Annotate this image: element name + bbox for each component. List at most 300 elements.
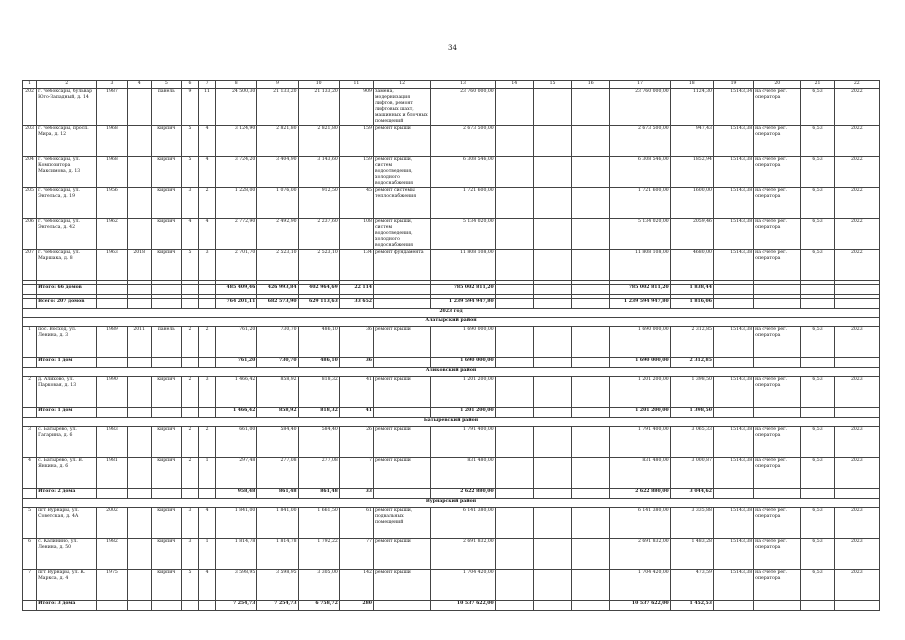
residential-area-cell: 818,32: [298, 407, 339, 417]
address-cell: г. Чебоксары, ул. Маршака, д. 8: [37, 249, 97, 280]
fund-method-cell: [754, 284, 801, 294]
wall-material-cell: кирпич: [151, 125, 181, 156]
entrances-cell: 4: [199, 125, 216, 156]
work-type-cell: ремонт фундамента: [373, 249, 430, 280]
work-type-cell: ремонт системы теплоснабжения: [373, 187, 430, 218]
fund-method-cell: на счете рег. оператора: [754, 507, 801, 538]
wall-material-cell: кирпич: [151, 187, 181, 218]
floors-cell: 2: [181, 457, 198, 488]
floors-cell: 3: [181, 187, 198, 218]
total-cost-cell: 5 134 020,00: [431, 218, 495, 249]
limit-cost-per-sqm-cell: 15143,38: [713, 507, 753, 538]
completion-year-cell: 2023: [834, 457, 879, 488]
row-number-cell: 6: [23, 538, 37, 569]
contribution-rate-cell: [801, 600, 834, 610]
column-number: 22: [834, 81, 879, 89]
year-built-cell: 1956: [97, 187, 127, 218]
work-type-cell: [373, 284, 430, 294]
year-built-cell: 1990: [97, 376, 127, 407]
column-number: 8: [216, 81, 257, 89]
fund-regional-cell: [533, 125, 571, 156]
limit-cost-per-sqm-cell: [713, 600, 753, 610]
residential-area-cell: 629 113,63: [298, 298, 339, 308]
cost-per-sqm-cell: 3 335,88: [670, 507, 713, 538]
premises-area-cell: 7 254,73: [257, 600, 298, 610]
wall-material-cell: [151, 600, 181, 610]
total-cost-cell: 1 239 594 947,80: [431, 298, 495, 308]
year-reconstruction-cell: [127, 187, 151, 218]
total-area-cell: 761,20: [216, 326, 257, 357]
column-number: 9: [257, 81, 298, 89]
total-area-cell: 3 598,95: [216, 569, 257, 600]
total-cost-cell: 831 480,00: [431, 457, 495, 488]
floors-cell: 5: [181, 125, 198, 156]
fund-local-cell: [572, 600, 610, 610]
floors-cell: 5: [181, 156, 198, 187]
year-reconstruction-cell: [127, 156, 151, 187]
year-built-cell: [97, 284, 127, 294]
work-type-cell: ремонт крыши: [373, 569, 430, 600]
fund-federal-cell: [495, 426, 533, 457]
row-number-cell: 4: [23, 457, 37, 488]
address-cell: Итого: 2 дома: [37, 488, 97, 498]
column-number: 14: [495, 81, 533, 89]
fund-owners-cell: 11 808 108,00: [610, 249, 670, 280]
fund-local-cell: [572, 89, 610, 126]
residential-area-cell: 277,08: [298, 457, 339, 488]
cost-per-sqm-cell: 3 044,62: [670, 488, 713, 498]
year-built-cell: 1968: [97, 125, 127, 156]
table-row: [23, 218, 880, 249]
contribution-rate-cell: 6,53: [801, 507, 834, 538]
premises-area-cell: 277,08: [257, 457, 298, 488]
address-cell: Итого: 1 дом: [37, 407, 97, 417]
total-area-cell: 764 201,11: [216, 298, 257, 308]
fund-regional-cell: [533, 284, 571, 294]
limit-cost-per-sqm-cell: [713, 357, 753, 367]
row-number-cell: [23, 357, 37, 367]
fund-federal-cell: [495, 600, 533, 610]
address-cell: г. Чебоксары, ул. Энгельса, д. 42: [37, 218, 97, 249]
contribution-rate-cell: 6,53: [801, 218, 834, 249]
table-row: [23, 426, 880, 457]
total-cost-cell: 6 141 380,00: [431, 507, 495, 538]
address-cell: Итого: 3 дома: [37, 600, 97, 610]
entrances-cell: 1: [199, 538, 216, 569]
fund-method-cell: на счете рег. оператора: [754, 187, 801, 218]
total-area-cell: 661,00: [216, 426, 257, 457]
fund-method-cell: на счете рег. оператора: [754, 569, 801, 600]
address-cell: Итого: 1 дом: [37, 357, 97, 367]
fund-regional-cell: [533, 187, 571, 218]
fund-regional-cell: [533, 426, 571, 457]
entrances-cell: 4: [199, 507, 216, 538]
fund-owners-cell: 2 622 880,00: [610, 488, 670, 498]
residents-cell: 108: [339, 218, 373, 249]
address-cell: Итого: 66 домов: [37, 284, 97, 294]
fund-federal-cell: [495, 298, 533, 308]
cost-per-sqm-cell: 947,43: [670, 125, 713, 156]
entrances-cell: [199, 488, 216, 498]
fund-regional-cell: [533, 569, 571, 600]
column-number: 12: [373, 81, 430, 89]
total-area-cell: 1 841,00: [216, 507, 257, 538]
wall-material-cell: кирпич: [151, 156, 181, 187]
fund-local-cell: [572, 156, 610, 187]
total-cost-cell: 2 622 880,00: [431, 488, 495, 498]
contribution-rate-cell: 6,53: [801, 249, 834, 280]
cost-per-sqm-cell: 2059,46: [670, 218, 713, 249]
address-cell: Всего: 207 домов: [37, 298, 97, 308]
work-type-cell: [373, 600, 430, 610]
limit-cost-per-sqm-cell: 15143,38: [713, 326, 753, 357]
section-heading: 2023 год: [23, 308, 880, 317]
fund-federal-cell: [495, 284, 533, 294]
fund-federal-cell: [495, 125, 533, 156]
column-number: 15: [533, 81, 571, 89]
total-cost-cell: 2 691 832,00: [431, 538, 495, 569]
fund-regional-cell: [533, 488, 571, 498]
residents-cell: 41: [339, 376, 373, 407]
total-cost-cell: 1 201 200,00: [431, 407, 495, 417]
premises-area-cell: 2 821,80: [257, 125, 298, 156]
floors-cell: 5: [181, 249, 198, 280]
wall-material-cell: кирпич: [151, 538, 181, 569]
subtotal-row: [23, 357, 880, 367]
fund-local-cell: [572, 538, 610, 569]
total-cost-cell: 1 690 000,00: [431, 326, 495, 357]
limit-cost-per-sqm-cell: 15143,38: [713, 569, 753, 600]
residential-area-cell: 21 133,20: [298, 89, 339, 126]
section-heading-row: [23, 317, 880, 326]
row-number-cell: 203: [23, 125, 37, 156]
fund-owners-cell: 831 480,00: [610, 457, 670, 488]
residential-area-cell: 818,32: [298, 376, 339, 407]
cost-per-sqm-cell: 1852,94: [670, 156, 713, 187]
wall-material-cell: кирпич: [151, 569, 181, 600]
residents-cell: 36: [339, 357, 373, 367]
fund-method-cell: на счете рег. оператора: [754, 218, 801, 249]
residents-cell: 45: [339, 187, 373, 218]
contribution-rate-cell: 6,53: [801, 569, 834, 600]
residents-cell: 33 652: [339, 298, 373, 308]
total-area-cell: 3 124,90: [216, 125, 257, 156]
limit-cost-per-sqm-cell: 15143,38: [713, 156, 753, 187]
contribution-rate-cell: 6,53: [801, 89, 834, 126]
total-area-cell: 1 466,42: [216, 376, 257, 407]
entrances-cell: 4: [199, 218, 216, 249]
premises-area-cell: 3 404,90: [257, 156, 298, 187]
year-built-cell: [97, 488, 127, 498]
table-row: [23, 326, 880, 357]
row-number-cell: [23, 600, 37, 610]
limit-cost-per-sqm-cell: 15143,38: [713, 457, 753, 488]
year-built-cell: 1983: [97, 426, 127, 457]
address-cell: пгт Вурнары, ул. К. Маркса, д. 4: [37, 569, 97, 600]
fund-owners-cell: 6 141 380,00: [610, 507, 670, 538]
fund-regional-cell: [533, 89, 571, 126]
wall-material-cell: кирпич: [151, 218, 181, 249]
column-number: 3: [97, 81, 127, 89]
year-reconstruction-cell: [127, 125, 151, 156]
wall-material-cell: панель: [151, 89, 181, 126]
row-number-cell: 1: [23, 326, 37, 357]
completion-year-cell: [834, 407, 879, 417]
fund-regional-cell: [533, 376, 571, 407]
address-cell: д. Алихово, ул. Парковая, д. 13: [37, 376, 97, 407]
residents-cell: 61: [339, 507, 373, 538]
page-number: 34: [448, 44, 457, 52]
row-number-cell: 204: [23, 156, 37, 187]
total-area-cell: 2 772,90: [216, 218, 257, 249]
cost-per-sqm-cell: 2 312,85: [670, 357, 713, 367]
completion-year-cell: 2023: [834, 376, 879, 407]
address-cell: г. Чебоксары, ул. Композитора Максимова, д. 13: [37, 156, 97, 187]
total-area-cell: 958,48: [216, 488, 257, 498]
premises-area-cell: 1 841,00: [257, 507, 298, 538]
table-row: [23, 156, 880, 187]
residential-area-cell: 2 821,80: [298, 125, 339, 156]
year-reconstruction-cell: [127, 376, 151, 407]
fund-local-cell: [572, 249, 610, 280]
residents-cell: 280: [339, 600, 373, 610]
limit-cost-per-sqm-cell: 15143,34: [713, 89, 753, 126]
year-reconstruction-cell: [127, 357, 151, 367]
fund-owners-cell: 10 537 622,00: [610, 600, 670, 610]
residents-cell: 7: [339, 457, 373, 488]
row-number-cell: 7: [23, 569, 37, 600]
column-number: 17: [610, 81, 670, 89]
total-area-cell: 7 254,73: [216, 600, 257, 610]
year-reconstruction-cell: [127, 218, 151, 249]
wall-material-cell: кирпич: [151, 376, 181, 407]
section-heading: Аликовский район: [23, 367, 880, 376]
contribution-rate-cell: 6,53: [801, 538, 834, 569]
residents-cell: 159: [339, 125, 373, 156]
year-reconstruction-cell: [127, 569, 151, 600]
year-built-cell: 1975: [97, 569, 127, 600]
fund-method-cell: на счете рег. оператора: [754, 538, 801, 569]
row-number-cell: [23, 298, 37, 308]
contribution-rate-cell: 6,53: [801, 426, 834, 457]
address-cell: пос. Восход, ул. Ленина, д. 3: [37, 326, 97, 357]
fund-federal-cell: [495, 376, 533, 407]
limit-cost-per-sqm-cell: 15143,38: [713, 187, 753, 218]
address-cell: г. Чебоксары, ул. Энгельса, д. 19: [37, 187, 97, 218]
premises-area-cell: 858,92: [257, 376, 298, 407]
limit-cost-per-sqm-cell: 15143,38: [713, 125, 753, 156]
contribution-rate-cell: [801, 407, 834, 417]
section-heading-row: [23, 417, 880, 426]
fund-method-cell: [754, 488, 801, 498]
premises-area-cell: 3 598,95: [257, 569, 298, 600]
total-area-cell: 24 500,30: [216, 89, 257, 126]
residential-area-cell: 2 237,60: [298, 218, 339, 249]
entrances-cell: 2: [199, 426, 216, 457]
wall-material-cell: кирпич: [151, 457, 181, 488]
year-built-cell: 1962: [97, 218, 127, 249]
table-row: [23, 125, 880, 156]
fund-federal-cell: [495, 218, 533, 249]
column-number: 10: [298, 81, 339, 89]
fund-regional-cell: [533, 249, 571, 280]
year-built-cell: 1987: [97, 89, 127, 126]
entrances-cell: 3: [199, 376, 216, 407]
cost-per-sqm-cell: 473,59: [670, 569, 713, 600]
completion-year-cell: 2022: [834, 218, 879, 249]
total-area-cell: 1 814,78: [216, 538, 257, 569]
fund-owners-cell: 5 134 020,00: [610, 218, 670, 249]
entrances-cell: 2: [199, 187, 216, 218]
limit-cost-per-sqm-cell: 15143,38: [713, 538, 753, 569]
contribution-rate-cell: [801, 284, 834, 294]
year-built-cell: [97, 357, 127, 367]
residents-cell: 33: [339, 488, 373, 498]
completion-year-cell: 2023: [834, 507, 879, 538]
floors-cell: 9: [181, 89, 198, 126]
fund-owners-cell: 1 704 420,00: [610, 569, 670, 600]
contribution-rate-cell: 6,53: [801, 156, 834, 187]
column-number: 11: [339, 81, 373, 89]
year-reconstruction-cell: [127, 600, 151, 610]
premises-area-cell: 1 076,00: [257, 187, 298, 218]
total-area-cell: 2 701,70: [216, 249, 257, 280]
work-type-cell: ремонт крыши: [373, 457, 430, 488]
fund-federal-cell: [495, 538, 533, 569]
fund-regional-cell: [533, 298, 571, 308]
row-number-cell: 202: [23, 89, 37, 126]
premises-area-cell: 730,70: [257, 357, 298, 367]
entrances-cell: [199, 357, 216, 367]
year-reconstruction-cell: [127, 457, 151, 488]
fund-method-cell: [754, 298, 801, 308]
fund-regional-cell: [533, 326, 571, 357]
contribution-rate-cell: 6,53: [801, 125, 834, 156]
subtotal-row: [23, 298, 880, 308]
cost-per-sqm-cell: 1 398,50: [670, 376, 713, 407]
fund-federal-cell: [495, 249, 533, 280]
address-cell: с. Батырево, ул. Гагарина, д. 6: [37, 426, 97, 457]
wall-material-cell: [151, 357, 181, 367]
fund-owners-cell: 785 002 811,20: [610, 284, 670, 294]
repair-program-table: [22, 80, 880, 611]
limit-cost-per-sqm-cell: 15143,38: [713, 376, 753, 407]
wall-material-cell: панель: [151, 326, 181, 357]
residential-area-cell: 3 143,60: [298, 156, 339, 187]
wall-material-cell: [151, 488, 181, 498]
completion-year-cell: [834, 284, 879, 294]
residential-area-cell: 486,10: [298, 326, 339, 357]
column-number: 4: [127, 81, 151, 89]
residents-cell: 22 114: [339, 284, 373, 294]
premises-area-cell: 1 814,78: [257, 538, 298, 569]
residents-cell: 26: [339, 426, 373, 457]
fund-method-cell: на счете рег. оператора: [754, 156, 801, 187]
premises-area-cell: 682 573,90: [257, 298, 298, 308]
residential-area-cell: 486,10: [298, 357, 339, 367]
floors-cell: [181, 284, 198, 294]
floors-cell: 4: [181, 218, 198, 249]
row-number-cell: 205: [23, 187, 37, 218]
wall-material-cell: кирпич: [151, 249, 181, 280]
year-reconstruction-cell: [127, 538, 151, 569]
completion-year-cell: 2023: [834, 426, 879, 457]
fund-method-cell: на счете рег. оператора: [754, 89, 801, 126]
floors-cell: 5: [181, 569, 198, 600]
work-type-cell: ремонт крыши: [373, 326, 430, 357]
row-number-cell: [23, 284, 37, 294]
total-area-cell: 1 228,00: [216, 187, 257, 218]
cost-per-sqm-cell: 1 816,06: [670, 298, 713, 308]
total-cost-cell: 10 537 622,00: [431, 600, 495, 610]
column-number: 19: [713, 81, 753, 89]
table-row: [23, 569, 880, 600]
fund-federal-cell: [495, 407, 533, 417]
completion-year-cell: 2023: [834, 326, 879, 357]
column-number: 20: [754, 81, 801, 89]
fund-method-cell: [754, 357, 801, 367]
limit-cost-per-sqm-cell: [713, 407, 753, 417]
wall-material-cell: кирпич: [151, 507, 181, 538]
year-reconstruction-cell: [127, 507, 151, 538]
premises-area-cell: 2 523,10: [257, 249, 298, 280]
fund-owners-cell: 23 760 000,00: [610, 89, 670, 126]
cost-per-sqm-cell: 1600,00: [670, 187, 713, 218]
fund-owners-cell: 1 690 000,00: [610, 357, 670, 367]
work-type-cell: ремонт крыши: [373, 538, 430, 569]
total-cost-cell: 11 808 108,00: [431, 249, 495, 280]
fund-regional-cell: [533, 507, 571, 538]
year-built-cell: 2002: [97, 507, 127, 538]
premises-area-cell: 584,40: [257, 426, 298, 457]
fund-local-cell: [572, 284, 610, 294]
cost-per-sqm-cell: 4680,00: [670, 249, 713, 280]
entrances-cell: 11: [199, 89, 216, 126]
entrances-cell: [199, 407, 216, 417]
limit-cost-per-sqm-cell: 15143,38: [713, 249, 753, 280]
contribution-rate-cell: [801, 357, 834, 367]
fund-owners-cell: 1 239 594 947,80: [610, 298, 670, 308]
total-area-cell: 761,20: [216, 357, 257, 367]
work-type-cell: ремонт крыши: [373, 125, 430, 156]
contribution-rate-cell: 6,53: [801, 376, 834, 407]
table-row: [23, 249, 880, 280]
row-number-cell: [23, 407, 37, 417]
total-area-cell: 297,48: [216, 457, 257, 488]
section-heading: Алатырский район: [23, 317, 880, 326]
year-reconstruction-cell: 2011: [127, 326, 151, 357]
year-reconstruction-cell: [127, 284, 151, 294]
table-row: [23, 538, 880, 569]
fund-regional-cell: [533, 357, 571, 367]
section-heading-row: [23, 367, 880, 376]
row-number-cell: 5: [23, 507, 37, 538]
cost-per-sqm-cell: 3 000,87: [670, 457, 713, 488]
table-row: [23, 187, 880, 218]
floors-cell: 2: [181, 326, 198, 357]
wall-material-cell: [151, 284, 181, 294]
fund-federal-cell: [495, 326, 533, 357]
column-number: 5: [151, 81, 181, 89]
fund-owners-cell: 1 201 200,00: [610, 376, 670, 407]
residents-cell: 36: [339, 326, 373, 357]
floors-cell: 2: [181, 376, 198, 407]
fund-method-cell: на счете рег. оператора: [754, 249, 801, 280]
column-number: 21: [801, 81, 834, 89]
cost-per-sqm-cell: 1124,30: [670, 89, 713, 126]
year-built-cell: 1989: [97, 326, 127, 357]
total-cost-cell: 2 673 500,00: [431, 125, 495, 156]
